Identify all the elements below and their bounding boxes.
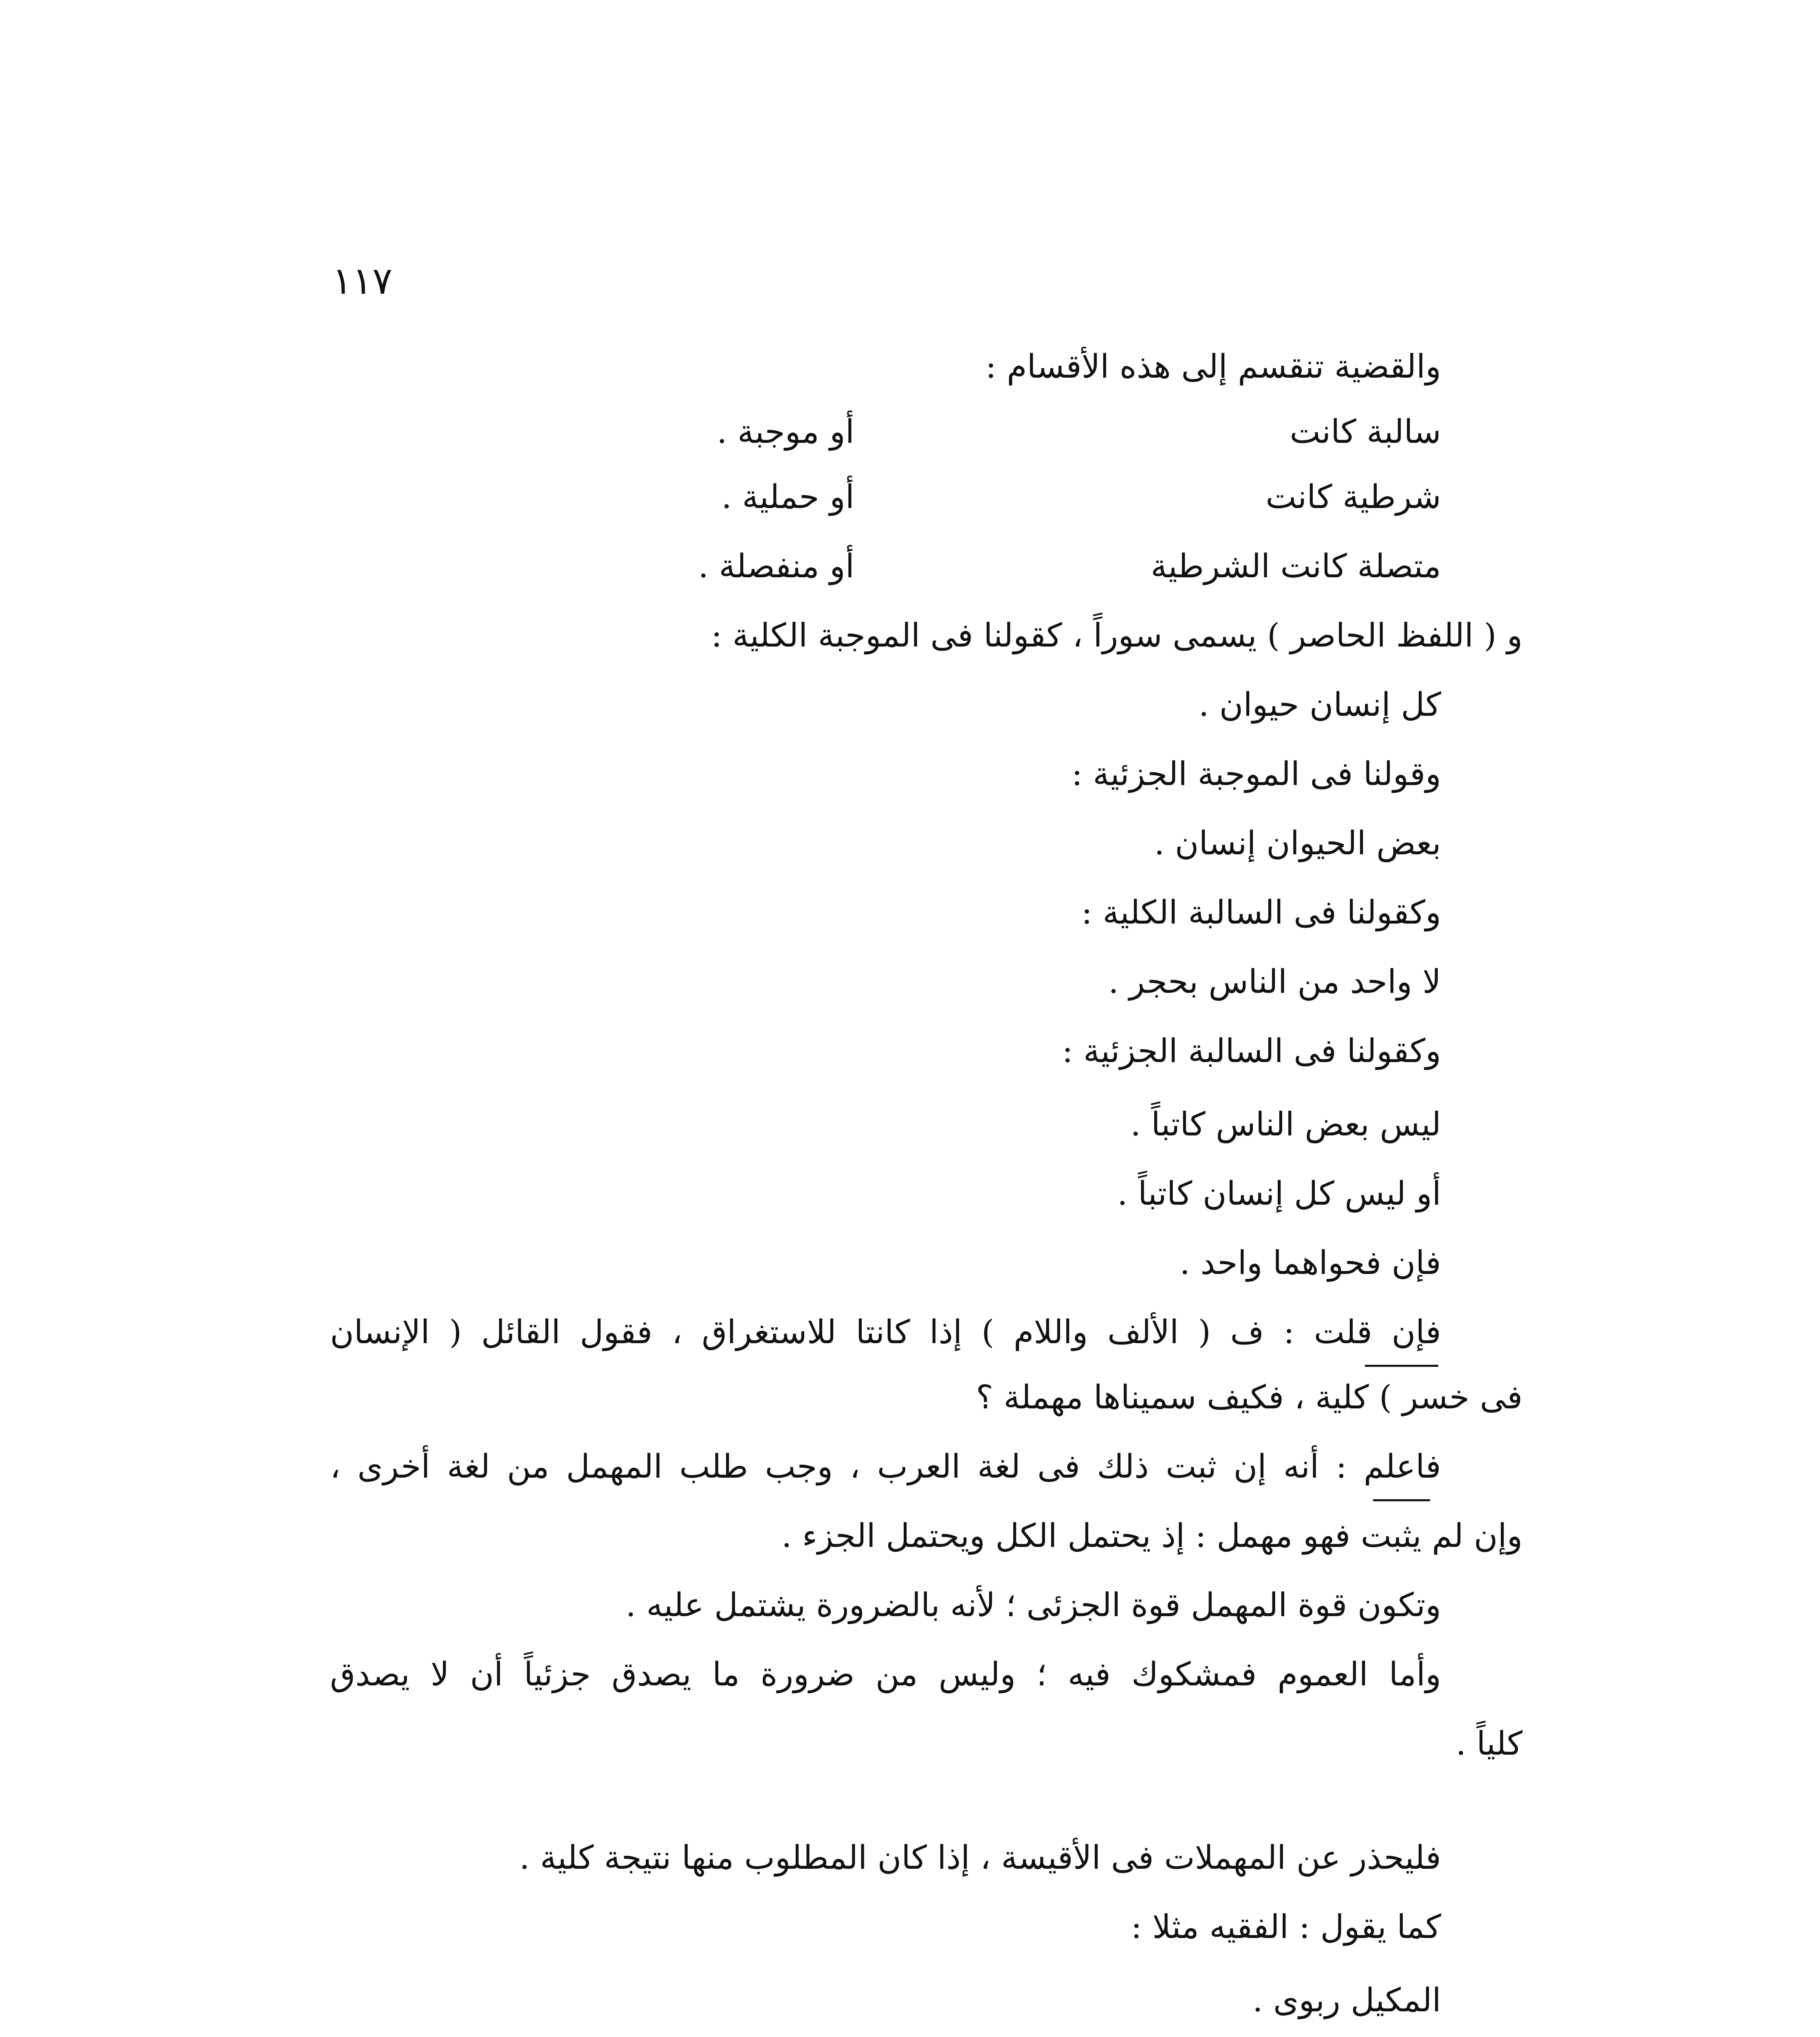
page-number: ١١٧ [332,259,393,303]
text-line: وقولنا فى الموجبة الجزئية : [1071,755,1441,793]
underline-mark [1373,1499,1430,1501]
paragraph-generality-rest: كلياً . [1456,1725,1523,1762]
division-left-2: أو حملية . [721,478,854,516]
paragraph-question-rest: فى خسر ) كلية ، فكيف سميناها مهملة ؟ [976,1378,1523,1416]
text-line: بعض الحيوان إنسان . [1154,824,1441,862]
paragraph-answer-first: فاعلم : أنه إن ثبت ذلك فى لغة العرب ، وجب طلب المهمل من لغة أخرى ، [330,1447,1441,1485]
text-line: أو ليس كل إنسان كاتباً . [1117,1175,1441,1212]
intro-line: والقضية تنقسم إلى هذه الأقسام : [985,348,1441,385]
text-line: فإن فحواهما واحد . [1180,1244,1441,1282]
underline-mark [1365,1365,1438,1367]
paragraph-answer-rest: وإن لم يثبت فهو مهمل : إذ يحتمل الكل ويحتمل الجزء . [781,1517,1523,1555]
closing-line: فليحذر عن المهملات فى الأقيسة ، إذا كان المطلوب منها نتيجة كلية . [519,1839,1441,1876]
closing-line: كما يقول : الفقيه مثلا : [1131,1908,1441,1946]
closing-line: المكيل ربوى . [1252,1981,1441,2019]
division-left-1: أو موجبة . [717,413,854,451]
text-line: وكقولنا فى السالبة الجزئية : [1062,1032,1441,1070]
text-line: لا واحد من الناس بحجر . [1108,963,1441,1001]
text-line: وكقولنا فى السالبة الكلية : [1081,893,1441,931]
division-right-3: متصلة كانت الشرطية [1151,547,1441,585]
text-line: و ( اللفظ الحاصر ) يسمى سوراً ، كقولنا فى الموجبة الكلية : [711,616,1523,654]
text-line: كل إنسان حيوان . [1198,686,1441,724]
strength-line: وتكون قوة المهمل قوة الجزئى ؛ لأنه بالضرورة يشتمل عليه . [625,1586,1441,1624]
division-right-1: سالبة كانت [1290,413,1441,451]
paragraph-generality-first: وأما العموم فمشكوك فيه ؛ وليس من ضرورة ما يصدق جزئياً أن لا يصدق [330,1655,1441,1693]
text-line: ليس بعض الناس كاتباً . [1130,1105,1441,1143]
division-left-3: أو منفصلة . [698,547,854,585]
paragraph-question-first: فإن قلت : ف ( الألف واللام ) إذا كانتا للاستغراق ، فقول القائل ( الإنسان [330,1313,1441,1351]
division-right-2: شرطية كانت [1265,478,1441,516]
